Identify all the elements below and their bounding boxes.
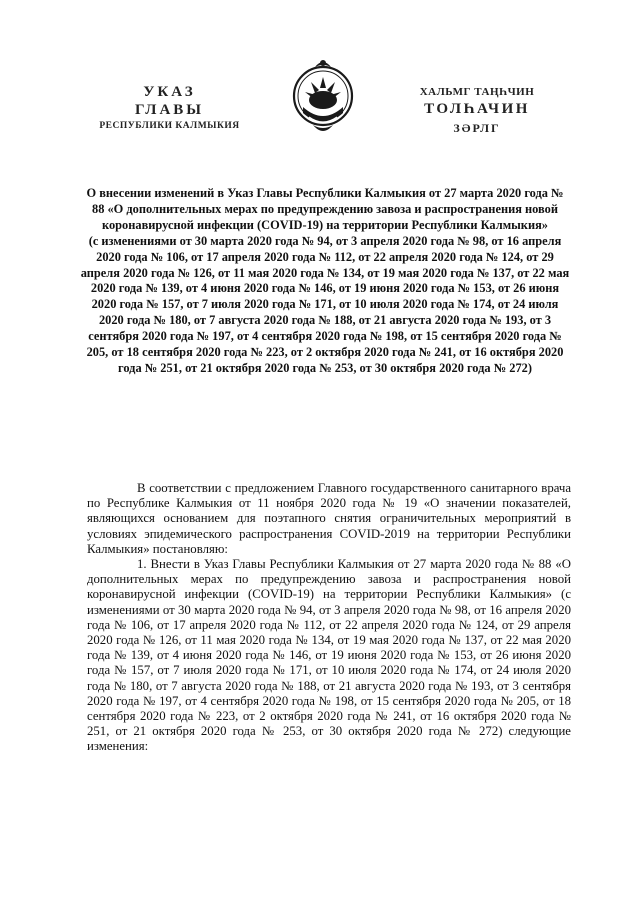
header-right-line3: ЗӘРЛГ — [453, 121, 501, 135]
document-title — [80, 186, 570, 377]
header-right-block — [393, 84, 561, 137]
header-right-line2: ТОЛҺАЧИН — [424, 101, 530, 117]
kalmykia-coat-of-arms-icon — [289, 55, 357, 137]
body-item-1: 1. Внести в Указ Главы Республики Калмыкия от 27 марта 2020 года № 88 «О дополнительных мерах по предупреждению завоза и распространения новой коронавирусной инфекции (COVID-19) на территории Республики Калмыкия» (с изменениями от 30 марта 2020 года № 94, от 3 апреля 2020 года № 98, от 16 апреля 2020 года № 106, от 17 апреля 2020 года № 112, от 22 апреля 2020 года № 124, от 29 апреля 2020 года № 126, от 11 мая 2020 года № 134, от 19 мая 2020 года № 137, от 22 мая 2020 года № 139, от 4 июня 2020 года № 146, от 19 июня 2020 года № 153, от 26 июня 2020 года № 157, от 7 июля 2020 года № 171, от 10 июля 2020 года № 174, от 24 июля 2020 года № 180, от 7 августа 2020 года № 188, от 21 августа 2020 года № 193, от 3 сентября 2020 года № 197, от 4 сентября 2020 года № 198, от 15 сентября 2020 года № 205, от 18 сентября 2020 года № 223, от 2 октября 2020 года № 241, от 16 октября 2020 года № 251, от 21 октября 2020 года № 253, от 30 октября 2020 года № 272) следующие изменения: — [87, 557, 571, 754]
header-left-line3: РЕСПУБЛИКИ КАЛМЫКИЯ — [99, 121, 240, 131]
title-main: О внесении изменений в Указ Главы Республики Калмыкия от 27 марта 2020 года № 88 «О дополнительных мерах по предупреждению завоза и распространения новой коронавирусной инфекции (COVID-19) на территории Республики Калмыкия» — [86, 186, 564, 232]
document-body — [87, 481, 571, 755]
title-amendments: (с изменениями от 30 марта 2020 года № 94, от 3 апреля 2020 года № 98, от 16 апреля 2020 года № 106, от 17 апреля 2020 года № 112, от 22 апреля 2020 года № 124, от 29 апреля 2020 года № 126, от 11 мая 2020 года № 134, от 19 мая 2020 года № 137, от 22 мая 2020 года № 139, от 4 июня 2020 года № 146, от 19 июня 2020 года № 153, от 26 июня 2020 года № 157, от 7 июля 2020 года № 171, от 10 июля 2020 года № 174, от 24 июля 2020 года № 180, от 7 августа 2020 года № 188, от 21 августа 2020 года № 193, от 3 сентября 2020 года № 197, от 4 сентября 2020 года № 198, от 15 сентября 2020 года № 205, от 18 сентября 2020 года № 223, от 2 октября 2020 года № 241, от 16 октября 2020 года № 251, от 21 октября 2020 года № 253, от 30 октября 2020 года № 272) — [80, 233, 570, 375]
header-left-line1: УКАЗ — [143, 84, 196, 100]
body-preamble: В соответствии с предложением Главного государственного санитарного врача по Республике Калмыкия от 11 ноября 2020 года № 19 «О значении показателей, являющихся основанием для поэтапного снятия ограничительных мероприятий в условиях эпидемического распространения COVID-2019 на территории Республики Калмыкия» постановляю: — [87, 481, 571, 556]
header-left-line2: ГЛАВЫ — [134, 102, 205, 118]
header-right-line1: ХАЛЬМГ ТАҢҺЧИН — [419, 86, 535, 98]
header-left-block — [82, 84, 257, 133]
